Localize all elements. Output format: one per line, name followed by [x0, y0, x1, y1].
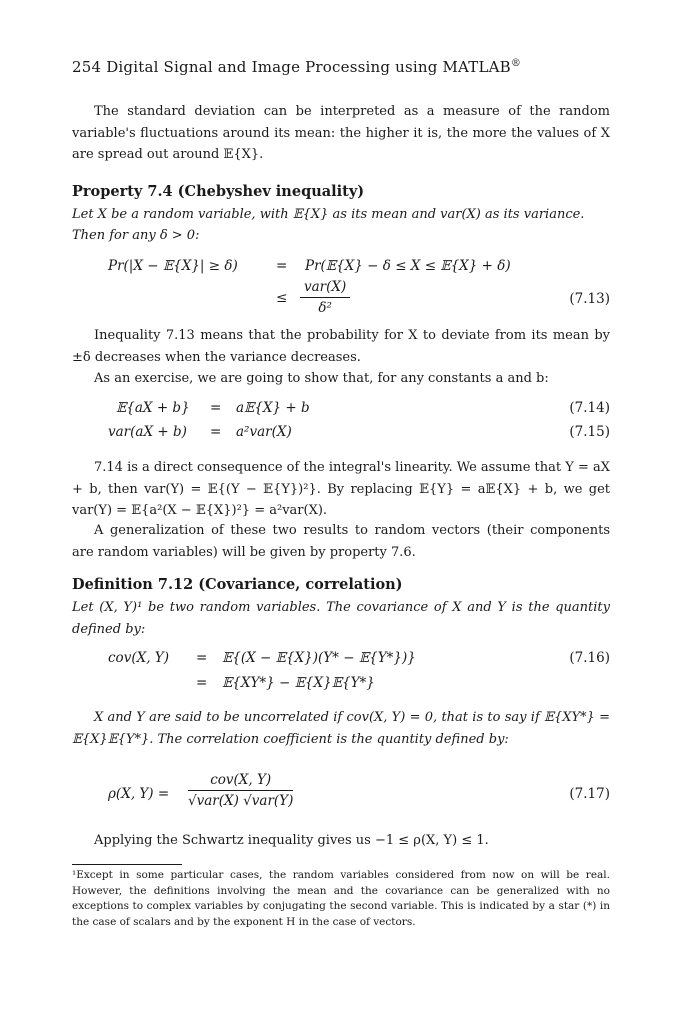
definition-statement: Let (X, Y)¹ be two random variables. The covariance of X and Y is the quantity defined by: [72, 600, 610, 637]
eq-714-rhs: a𝔼{X} + b [236, 400, 310, 416]
eq-713-frac-num: var(X) [300, 279, 350, 298]
schwartz-sentence: Applying the Schwartz inequality gives us −1 ≤ ρ(X, Y) ≤ 1. [94, 833, 489, 848]
eq-715-rhs: a²var(X) [236, 424, 292, 440]
eq-713-rel1: = [276, 258, 288, 274]
intro-paragraph: The standard deviation can be interpreted as a measure of the random variable's fluctuations around its mean: the higher it is, the more the values of X are spread out around 𝔼{X}. [72, 104, 610, 162]
running-header [72, 58, 521, 76]
eq-716-rel2: = [196, 675, 208, 691]
eq-713-number: (7.13) [569, 291, 610, 307]
eq-714-rel: = [210, 400, 222, 416]
eq-717-lhs: ρ(X, Y) = [108, 786, 170, 802]
property-statement-line2: Then for any δ > 0: [72, 228, 200, 243]
eq-717-frac-den: √var(X) √var(Y) [188, 793, 294, 809]
consequence-paragraph: 7.14 is a direct consequence of the integral's linearity. We assume that Y = aX + b, then var(Y) = 𝔼{(Y − 𝔼{Y})²}. By replacing 𝔼{Y} = a𝔼{X} + b, we get var(Y) = 𝔼{a²(X − 𝔼{X})²} = a²var(X). [72, 460, 610, 518]
eq-716-number: (7.16) [569, 650, 610, 666]
eq-713-fraction [300, 279, 350, 316]
footnote-rule [72, 864, 182, 865]
exercise-paragraph: As an exercise, we are going to show that, for any constants a and b: [94, 371, 549, 386]
eq-715-lhs: var(aX + b) [108, 424, 187, 440]
registered-mark: ® [510, 58, 522, 69]
eq-716-lhs: cov(X, Y) [108, 650, 169, 666]
eq-713-rel2: ≤ [276, 290, 288, 306]
book-title: Digital Signal and Image Processing using MATLAB [106, 58, 511, 76]
definition-title: Definition 7.12 (Covariance, correlation) [72, 576, 403, 593]
property-title: Property 7.4 (Chebyshev inequality) [72, 183, 365, 200]
eq-716-rhs2: 𝔼{XY*} − 𝔼{X}𝔼{Y*} [222, 675, 375, 691]
page-number: 254 [72, 58, 102, 76]
eq-717-number: (7.17) [569, 786, 610, 802]
eq-713-rhs1: Pr(𝔼{X} − δ ≤ X ≤ 𝔼{X} + δ) [305, 258, 511, 274]
inequality-paragraph: Inequality 7.13 means that the probability for X to deviate from its mean by ±δ decreases when the variance decreases. [72, 328, 610, 365]
eq-714-lhs: 𝔼{aX + b} [116, 400, 190, 416]
uncorrelated-statement: X and Y are said to be uncorrelated if cov(X, Y) = 0, that is to say if 𝔼{XY*} = 𝔼{X}𝔼{Y*}. The correlation coefficient is the quantity defined by: [72, 710, 610, 747]
eq-714-number: (7.14) [569, 400, 610, 416]
eq-717-fraction [188, 772, 293, 809]
property-statement-line1: Let X be a random variable, with 𝔼{X} as its mean and var(X) as its variance. [72, 207, 585, 222]
generalization-paragraph: A generalization of these two results to random vectors (their components are random variables) will be given by property 7.6. [72, 523, 610, 560]
eq-716-rhs1: 𝔼{(X − 𝔼{X})(Y* − 𝔼{Y*})} [222, 650, 416, 666]
eq-716-rel1: = [196, 650, 208, 666]
eq-715-number: (7.15) [569, 424, 610, 440]
eq-713-frac-den: δ² [318, 300, 332, 316]
eq-713-lhs: Pr(|X − 𝔼{X}| ≥ δ) [108, 258, 238, 274]
eq-715-rel: = [210, 424, 222, 440]
eq-717-frac-num: cov(X, Y) [188, 772, 293, 791]
footnote: ¹Except in some particular cases, the random variables considered from now on will be real. However, the definitions involving the mean and the covariance can be generalized with no exceptions to complex variables by conjugating the second variable. This is indicated by a star (*) in the case of scalars and by the exponent H in the case of vectors. [72, 869, 610, 928]
